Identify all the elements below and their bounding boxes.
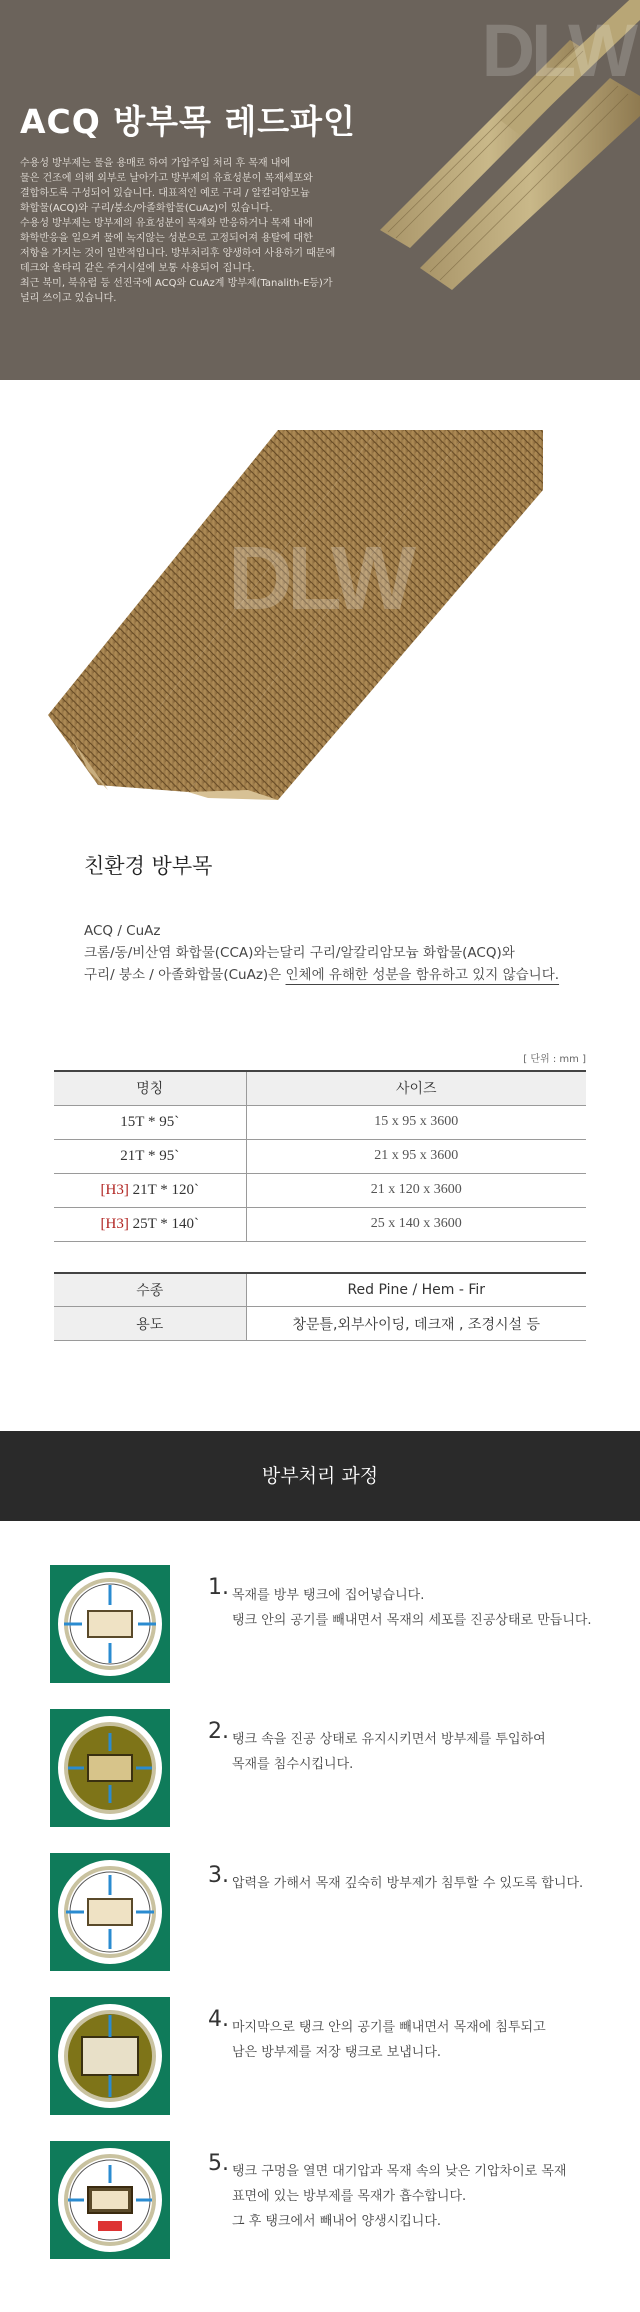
vacuum-tank-icon (50, 1565, 170, 1683)
hero-banner (0, 0, 640, 380)
table-header-row (54, 1071, 586, 1105)
info-value: Red Pine / Hem - Fir (246, 1273, 586, 1307)
hero-line: 화합물(ACQ)와 구리/붕소/아졸화합물(CuAz)이 있습니다. (20, 203, 273, 214)
product-name: 21T * 95` (120, 1147, 180, 1164)
brand-watermark: DLW (481, 9, 634, 92)
size-cell: 21 x 95 x 3600 (246, 1139, 586, 1173)
intro-line: ACQ / CuAz (84, 923, 161, 939)
hero-line: 수용성 방부제는 물을 용매로 하여 가압주입 처리 후 목재 내에 (20, 158, 291, 169)
hero-line: 널리 쓰이고 있습니다. (20, 293, 117, 304)
process-step (0, 1997, 640, 2141)
drain-tank-icon (50, 1997, 170, 2115)
preservative-fill-icon (50, 1709, 170, 1827)
table-row (54, 1307, 586, 1341)
product-watermark: DLW (228, 529, 410, 629)
absorb-icon (50, 2141, 170, 2259)
product-name: 15T * 95` (120, 1113, 180, 1130)
grade-tag: [H3] (100, 1181, 129, 1198)
process-step (0, 1565, 640, 1709)
hero-line: 결합하도록 구성되어 있습니다. 대표적인 예로 구리 / 알칼리암모늄 (20, 188, 310, 199)
pressure-icon (50, 1853, 170, 1971)
product-name: 21T * 120` (128, 1181, 199, 1198)
intro-line (84, 964, 640, 986)
hero-description (20, 156, 350, 306)
intro-text: 구리/ 붕소 / 아졸화합물(CuAz)은 (84, 967, 286, 983)
step-text (232, 2159, 566, 2234)
intro-line: 크롬/동/비산염 화합물(CCA)와는달리 구리/알칼리암모늄 화합물(ACQ)와 (84, 945, 515, 961)
process-banner: 방부처리 과정 (0, 1431, 640, 1521)
step-text (232, 1583, 592, 1633)
product-name-cell (54, 1173, 246, 1207)
step-text (232, 1727, 546, 1777)
size-cell: 21 x 120 x 3600 (246, 1173, 586, 1207)
info-label: 수종 (54, 1273, 246, 1307)
step-text (232, 2015, 546, 2065)
step-number: 4. (208, 2007, 229, 2032)
size-cell: 25 x 140 x 3600 (246, 1207, 586, 1241)
step-number: 1. (208, 1575, 229, 1600)
intro-body (84, 920, 640, 986)
step-line: 목재를 방부 탱크에 집어넣습니다. (232, 1588, 425, 1603)
table-row (54, 1273, 586, 1307)
size-table (54, 1070, 586, 1242)
hero-line: 물은 건조에 의해 외부로 날아가고 방부제의 유효성분이 목재세포와 (20, 173, 313, 184)
step-line: 그 후 탱크에서 빼내어 양생시킵니다. (232, 2214, 442, 2229)
process-step (0, 1709, 640, 1853)
step-number: 2. (208, 1719, 229, 1744)
process-step (0, 1853, 640, 1997)
step-line: 탱크 안의 공기를 빼내면서 목재의 세포를 진공상태로 만듭니다. (232, 1613, 592, 1628)
unit-label: [ 단위 : mm ] (523, 1054, 586, 1065)
size-cell: 15 x 95 x 3600 (246, 1105, 586, 1139)
hero-line: 수용성 방부제는 방부제의 유효성분이 목재와 반응하거나 목재 내에 (20, 218, 313, 229)
grade-tag: [H3] (100, 1215, 129, 1232)
table-row (54, 1105, 586, 1139)
table-row (54, 1207, 586, 1241)
hero-line: 화학반응을 일으켜 물에 녹지않는 성분으로 고정되어져 용탈에 대한 (20, 233, 313, 244)
product-name-cell (54, 1105, 246, 1139)
step-line: 마지막으로 탱크 안의 공기를 빼내면서 목재에 침투되고 (232, 2020, 546, 2035)
step-line: 목재를 침수시킵니다. (232, 1757, 354, 1772)
step-line: 탱크 구멍을 열면 대기압과 목재 속의 낮은 기압차이로 목재 (232, 2164, 567, 2179)
step-text (232, 1871, 583, 1896)
intro-section (0, 850, 640, 1050)
column-header: 사이즈 (246, 1071, 586, 1105)
hero-line: 데크와 울타리 같은 주거시설에 보통 사용되어 집니다. (20, 263, 255, 274)
step-line: 표면에 있는 방부제를 목재가 흡수합니다. (232, 2189, 467, 2204)
step-line: 남은 방부제를 저장 탱크로 보냅니다. (232, 2045, 442, 2060)
table-row (54, 1139, 586, 1173)
process-steps (0, 1521, 640, 2285)
info-table (54, 1272, 586, 1342)
column-header: 명칭 (54, 1071, 246, 1105)
hero-line: 저항을 가지는 것이 일반적입니다. 방부처리후 양생하여 사용하기 때문에 (20, 248, 336, 259)
product-name: 25T * 140` (128, 1215, 199, 1232)
step-line: 탱크 속을 진공 상태로 유지시키면서 방부제를 투입하여 (232, 1732, 546, 1747)
process-step (0, 2141, 640, 2285)
table-row (54, 1173, 586, 1207)
product-image-section (0, 380, 640, 840)
product-name-cell (54, 1139, 246, 1173)
info-label: 용도 (54, 1307, 246, 1341)
page-title: ACQ 방부목 레드파인 (20, 102, 356, 141)
section-heading: 친환경 방부목 (84, 854, 213, 878)
hero-line: 최근 북미, 북유럽 등 선진국에 ACQ와 CuAz계 방부제(Tanalith-E등)가 (20, 278, 333, 289)
product-name-cell (54, 1207, 246, 1241)
info-value: 창문틀,외부사이딩, 데크재 , 조경시설 등 (246, 1307, 586, 1341)
highlight-text: 인체에 유해한 성분을 함유하고 있지 않습니다. (285, 967, 560, 983)
step-number: 5. (208, 2151, 229, 2176)
step-line: 압력을 가해서 목재 깊숙히 방부제가 침투할 수 있도록 합니다. (232, 1876, 584, 1891)
step-number: 3. (208, 1863, 229, 1888)
